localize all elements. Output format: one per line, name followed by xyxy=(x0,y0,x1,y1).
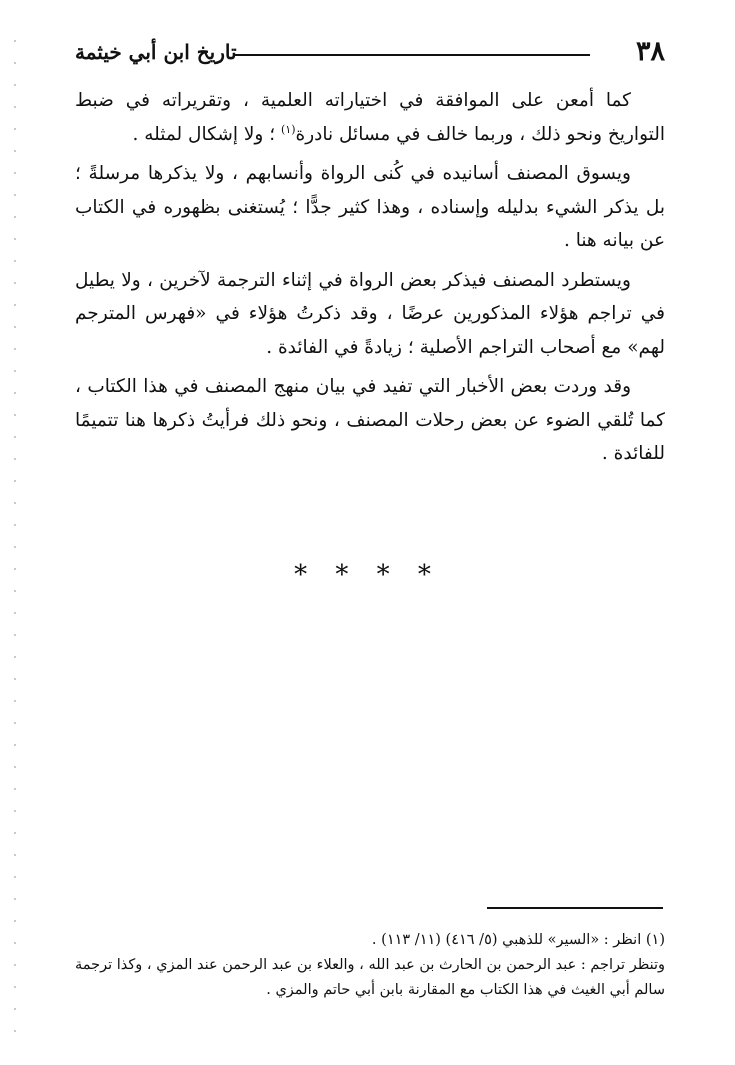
footnote-reference[interactable]: (١) xyxy=(281,122,296,136)
footnote-1-continuation: وتنظر تراجم : عبد الرحمن بن الحارث بن عبد الله ، والعلاء بن عبد الرحمن عند المزي ، وكذا ترجمة سالم أبي الغيث في هذا الكتاب مع المقارنة بابن أبي حاتم والمزي . xyxy=(75,957,665,998)
footnotes xyxy=(75,928,665,1003)
header-rule xyxy=(235,54,590,56)
running-title: تاريخ ابن أبي خيثمة xyxy=(75,40,237,64)
page-number: ٣٨ xyxy=(635,36,665,67)
paragraph-3: ويستطرد المصنف فيذكر بعض الرواة في إثناء الترجمة لآخرين ، ولا يطيل في تراجم هؤلاء المذكورين عرضًا ، وقد ذكرتُ هؤلاء في «فهرس المترجم لهم» مع أصحاب التراجم الأصلية ؛ زيادةً في الفائدة . xyxy=(75,269,665,358)
section-separator: * * * * xyxy=(294,560,441,590)
paragraph-2: ويسوق المصنف أسانيده في كُنى الرواة وأنسابهم ، ولا يذكرها مرسلةً ؛ بل يذكر الشيء بدليله وإسناده ، وهذا كثير جدًّا ؛ يُستغنى بظهوره في الكتاب عن بيانه هنا . xyxy=(75,163,665,251)
footnote-1: (١) انظر : «السير» للذهبي (٥/ ٤١٦) (١١/ ١١٣) . xyxy=(371,932,665,948)
paragraph-1-tail: ؛ ولا إشكال لمثله . xyxy=(132,123,281,145)
footnote-rule xyxy=(487,907,663,909)
paragraph-1-text: كما أمعن على الموافقة في اختياراته العلمية ، وتقريراته في ضبط التواريخ ونحو ذلك ، وربما خالف في مسائل نادرة xyxy=(75,90,665,145)
main-text xyxy=(75,84,665,471)
scan-edge-dots xyxy=(14,30,16,1050)
paragraph-1 xyxy=(75,84,665,151)
page-header xyxy=(75,34,665,74)
paragraph-4: وقد وردت بعض الأخبار التي تفيد في بيان منهج المصنف في هذا الكتاب ، كما تُلقي الضوء عن بعض رحلات المصنف ، ونحو ذلك فرأيتُ ذكرها هنا تتميمًا للفائدة . xyxy=(75,376,665,464)
